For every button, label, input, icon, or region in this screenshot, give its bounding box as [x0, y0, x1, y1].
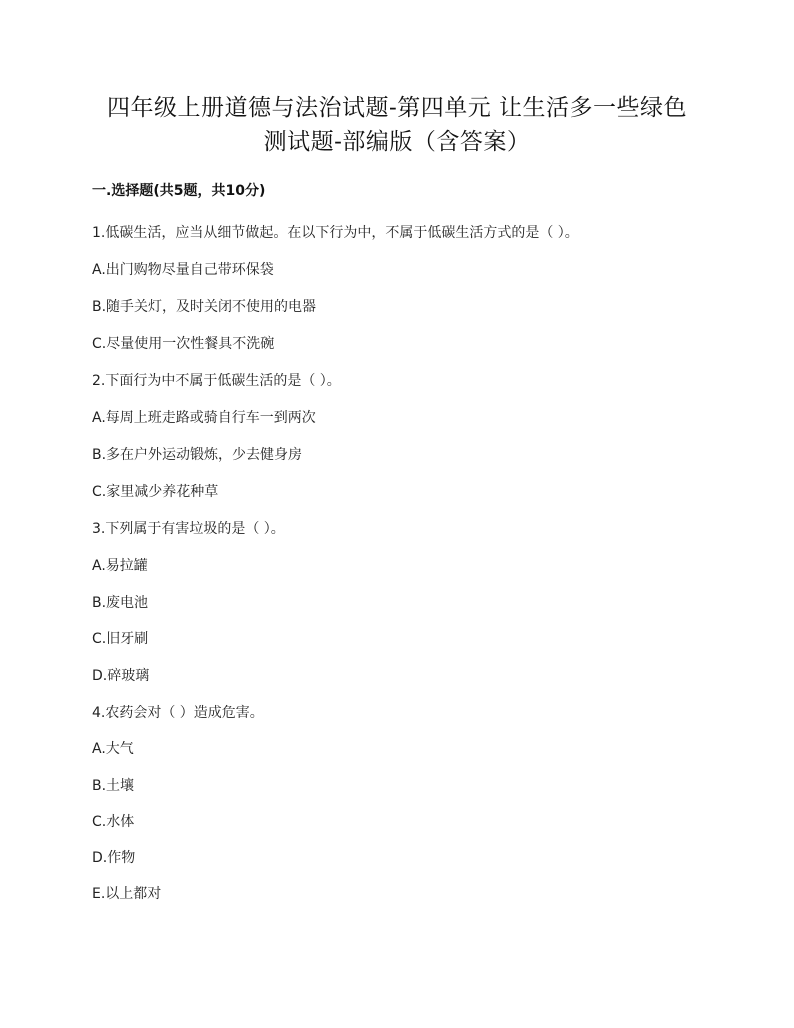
- question-1-option-b: B.随手关灯，及时关闭不使用的电器: [92, 299, 317, 315]
- question-3-option-a: A.易拉罐: [92, 558, 148, 574]
- question-1-option-c: C.尽量使用一次性餐具不洗碗: [92, 336, 275, 352]
- question-3-option-c: C.旧牙刷: [92, 631, 149, 647]
- question-4-option-d: D.作物: [92, 850, 136, 866]
- question-2-option-a: A.每周上班走路或骑自行车一到两次: [92, 410, 316, 426]
- question-4-option-a: A.大气: [92, 741, 134, 757]
- question-3-option-d: D.碎玻璃: [92, 668, 150, 684]
- question-4-stem: 4.农药会对（ ）造成危害。: [92, 705, 264, 721]
- question-4-option-b: B.土壤: [92, 778, 135, 794]
- question-1-option-a: A.出门购物尽量自己带环保袋: [92, 262, 274, 278]
- document-title-line-1: 四年级上册道德与法治试题-第四单元 让生活多一些绿色: [106, 95, 688, 121]
- question-2-option-c: C.家里减少养花种草: [92, 484, 219, 500]
- question-1-stem: 1.低碳生活，应当从细节做起。在以下行为中，不属于低碳生活方式的是（ ）。: [92, 225, 579, 241]
- question-2-option-b: B.多在户外运动锻炼，少去健身房: [92, 447, 303, 463]
- question-4-option-e: E.以上都对: [92, 886, 162, 902]
- question-2-stem: 2.下面行为中不属于低碳生活的是（ ）。: [92, 373, 341, 389]
- section-heading: 一.选择题(共5题，共10分): [92, 183, 266, 199]
- question-4-option-c: C.水体: [92, 814, 135, 830]
- document-title-line-2: 测试题-部编版（含答案）: [263, 129, 531, 155]
- question-3-option-b: B.废电池: [92, 595, 149, 611]
- question-3-stem: 3.下列属于有害垃圾的是（ ）。: [92, 521, 285, 537]
